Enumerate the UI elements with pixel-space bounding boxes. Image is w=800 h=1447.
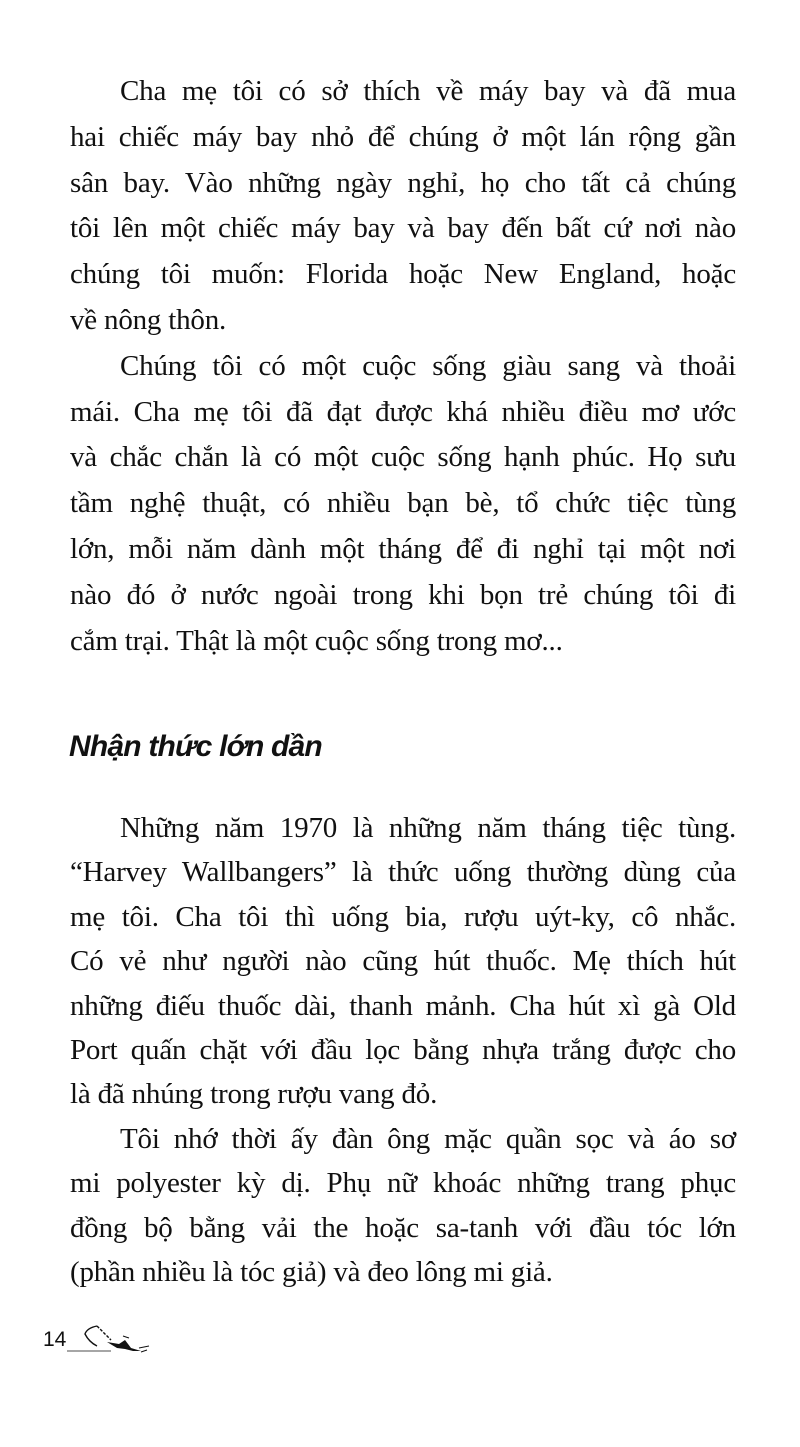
text-line: tầm nghệ thuật, có nhiều bạn bè, tổ chức tiệc tùng: [70, 487, 736, 520]
body-text-section-2: [70, 806, 736, 1294]
text-line: Có vẻ như người nào cũng hút thuốc. Mẹ thích hút: [70, 945, 736, 978]
text-line: lớn, mỗi năm dành một tháng để đi nghỉ tại một nơi: [70, 532, 736, 565]
text-line: Chúng tôi có một cuộc sống giàu sang và thoải: [120, 349, 736, 382]
paragraph: [70, 344, 736, 665]
text-line: sân bay. Vào những ngày nghỉ, họ cho tất cả chúng: [70, 166, 736, 199]
text-line: Port quấn chặt với đầu lọc bằng nhựa trắng được cho: [70, 1034, 736, 1067]
decorative-flourish-icon: [67, 1322, 167, 1362]
text-line: hai chiếc máy bay nhỏ để chúng ở một lán rộng gần: [70, 120, 736, 153]
text-line: và chắc chắn là có một cuộc sống hạnh phúc. Họ sưu: [70, 441, 736, 474]
section-heading: Nhận thức lớn dần: [69, 730, 322, 763]
text-line: Tôi nhớ thời ấy đàn ông mặc quần sọc và áo sơ: [120, 1122, 736, 1155]
text-line: mẹ tôi. Cha tôi thì uống bia, rượu uýt-ky, cô nhắc.: [70, 900, 736, 933]
text-line: “Harvey Wallbangers” là thức uống thường dùng của: [70, 856, 736, 889]
body-text-section-1: [70, 69, 736, 664]
text-line: Những năm 1970 là những năm tháng tiệc tùng.: [120, 812, 736, 844]
text-line: Cha mẹ tôi có sở thích về máy bay và đã mua: [120, 75, 736, 107]
text-line: cắm trại. Thật là một cuộc sống trong mơ...: [70, 624, 563, 657]
text-line: nào đó ở nước ngoài trong khi bọn trẻ chúng tôi đi: [70, 578, 736, 611]
paragraph: [70, 69, 736, 344]
page-number: 14: [43, 1328, 67, 1351]
paragraph: [70, 1117, 736, 1295]
text-line: tôi lên một chiếc máy bay và bay đến bất cứ nơi nào: [70, 212, 736, 245]
page-footer: [43, 1322, 163, 1362]
text-line: đồng bộ bằng vải the hoặc sa-tanh với đầu tóc lớn: [70, 1211, 736, 1244]
text-line: mi polyester kỳ dị. Phụ nữ khoác những trang phục: [70, 1167, 736, 1200]
text-line: (phần nhiều là tóc giả) và đeo lông mi giả.: [70, 1256, 553, 1289]
text-line: mái. Cha mẹ tôi đã đạt được khá nhiều điều mơ ước: [70, 395, 736, 428]
text-line: những điếu thuốc dài, thanh mảnh. Cha hút xì gà Old: [70, 989, 736, 1022]
paragraph: [70, 806, 736, 1117]
text-line: về nông thôn.: [70, 303, 227, 336]
text-line: là đã nhúng trong rượu vang đỏ.: [70, 1078, 438, 1111]
text-line: chúng tôi muốn: Florida hoặc New England, hoặc: [70, 258, 736, 291]
